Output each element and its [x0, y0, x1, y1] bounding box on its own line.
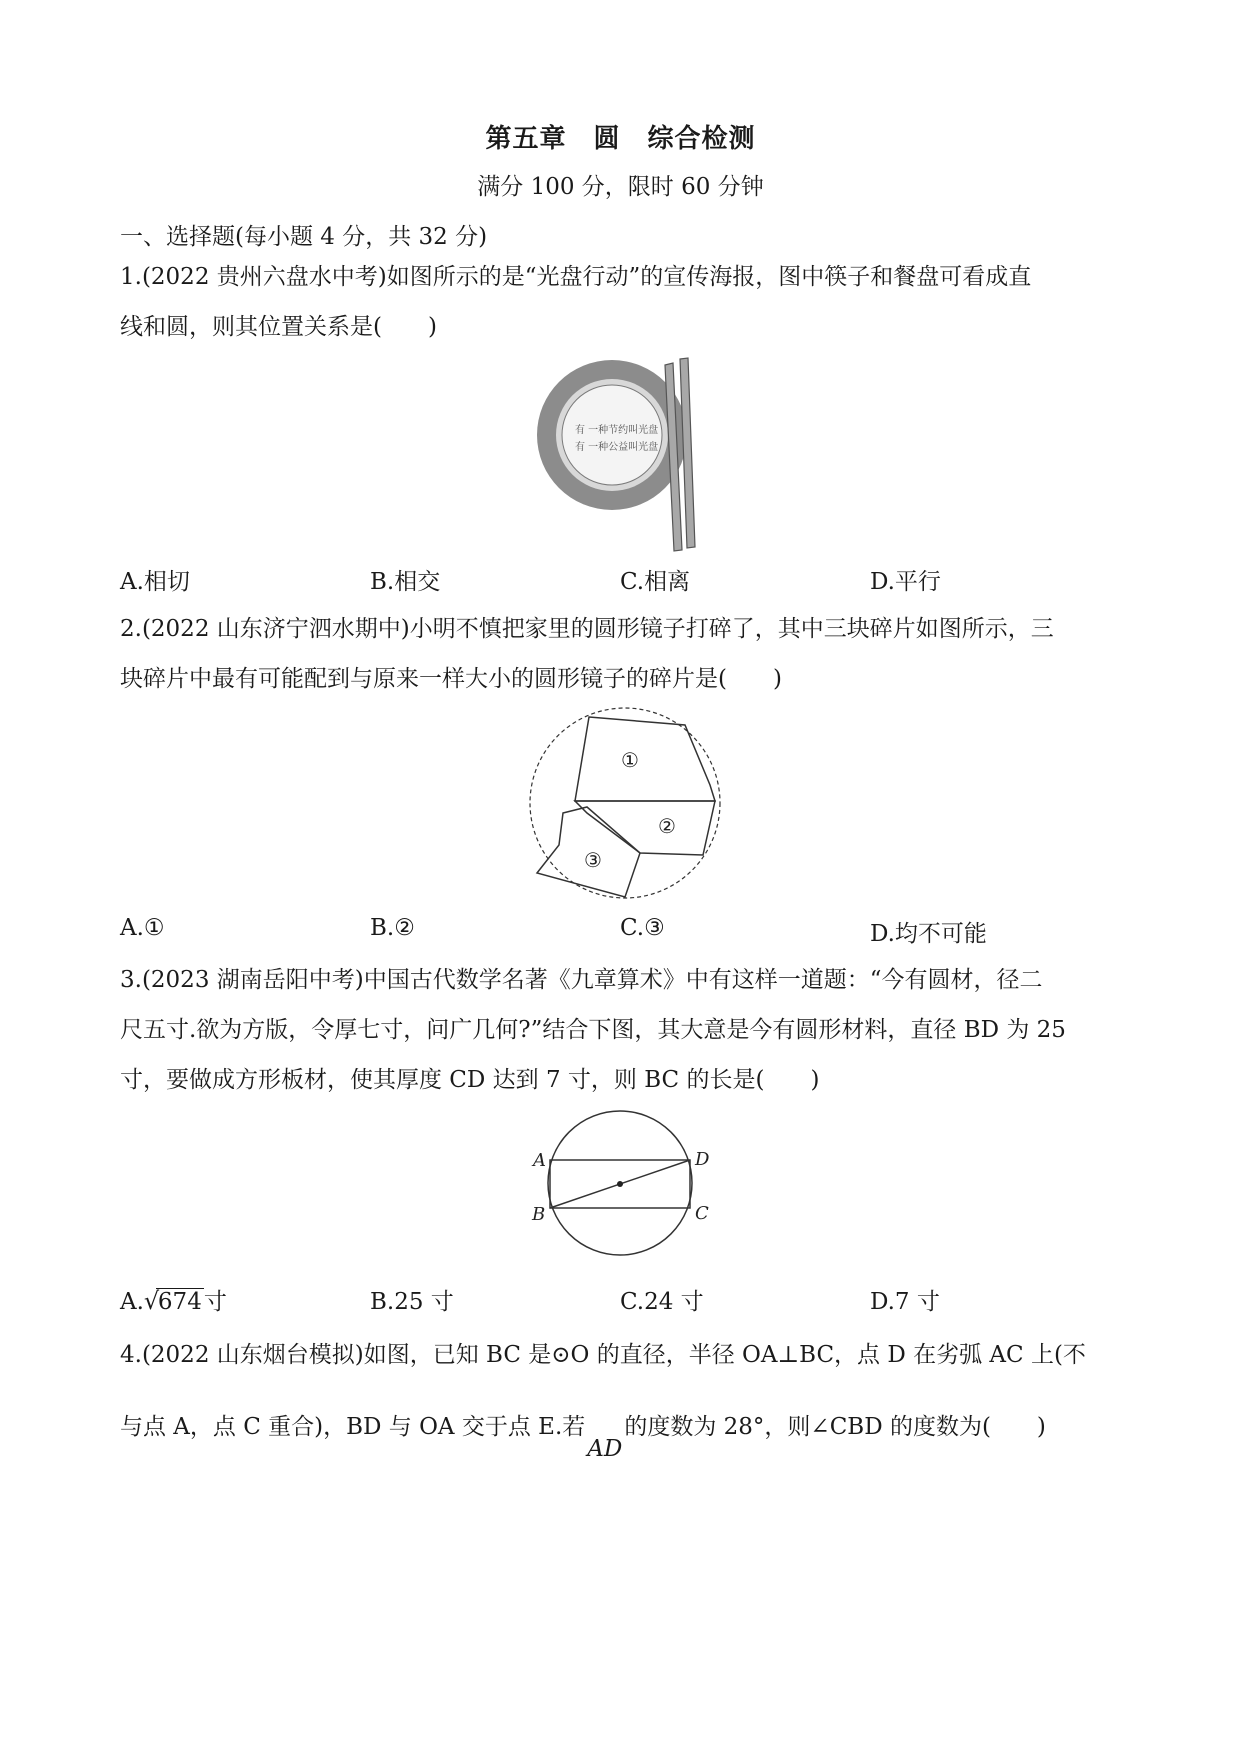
- question-1-options: [120, 563, 1120, 597]
- q3-option-a-prefix: A.: [120, 1289, 144, 1315]
- question-4-line-1: 4.(2022 山东烟台模拟)如图，已知 BC 是⊙O 的直径，半径 OA⊥BC，点 D 在劣弧 AC 上(不: [120, 1342, 1086, 1368]
- fragment-2: [575, 801, 715, 855]
- center-point: [617, 1181, 623, 1187]
- q2-option-b[interactable]: B.②: [370, 915, 415, 941]
- question-4: [120, 1330, 1120, 1474]
- section-heading: 一、选择题(每小题 4 分，共 32 分): [120, 224, 488, 250]
- circle-rectangle-figure: [525, 1108, 715, 1258]
- vertex-b: B: [532, 1204, 546, 1225]
- q1-option-d[interactable]: D.平行: [870, 569, 941, 595]
- q1-option-c[interactable]: C.相离: [620, 569, 691, 595]
- plate-slogan-2: 有 一种公益叫光盘: [575, 442, 659, 453]
- question-3-line-2: 尺五寸.欲为方版，令厚七寸，问广几何?”结合下图，其大意是今有圆形材料，直径 BD 为 25: [120, 1017, 1066, 1043]
- vertex-a: A: [533, 1150, 546, 1171]
- q3-option-a-unit: 寸: [203, 1289, 227, 1315]
- question-1-line-2: 线和圆，则其位置关系是( ): [120, 314, 437, 340]
- question-4-line-2: [120, 1402, 1120, 1474]
- vertex-c: C: [695, 1203, 709, 1224]
- question-4-line-2-end: 的度数为 28°，则∠CBD 的度数为( ): [624, 1414, 1046, 1440]
- q3-option-b[interactable]: B.25 寸: [370, 1289, 454, 1315]
- question-1-line-1: 1.(2022 贵州六盘水中考)如图所示的是“光盘行动”的宣传海报，图中筷子和餐盘可看成直: [120, 264, 1032, 290]
- q3-option-c[interactable]: C.24 寸: [620, 1289, 704, 1315]
- plate-slogan-1: 有 一种节约叫光盘: [575, 425, 659, 436]
- question-3-line-1: 3.(2023 湖南岳阳中考)中国古代数学名著《九章算术》中有这样一道题：“今有圆材，径二: [120, 967, 1043, 993]
- q3-option-a[interactable]: [120, 1283, 227, 1316]
- radical-sign: √: [143, 1287, 160, 1315]
- question-4-line-2-start: 与点 A，点 C 重合)，BD 与 OA 交于点 E.若: [120, 1414, 586, 1440]
- radicand: 674: [157, 1289, 202, 1315]
- q1-option-a[interactable]: A.相切: [120, 569, 190, 595]
- q2-option-a[interactable]: A.①: [120, 915, 165, 941]
- vertex-d: D: [695, 1149, 710, 1170]
- dashed-circle: [530, 708, 720, 898]
- label-2: ②: [658, 814, 676, 838]
- question-3-options: [120, 1283, 1120, 1317]
- question-3-line-3: 寸，要做成方形板材，使其厚度 CD 达到 7 寸，则 BC 的长是( ): [120, 1067, 820, 1093]
- label-1: ①: [621, 748, 639, 772]
- page-title: 第五章 圆 综合检测: [485, 124, 756, 154]
- plate-chopsticks-figure: [535, 355, 715, 555]
- q1-option-b[interactable]: B.相交: [370, 569, 441, 595]
- question-2-line-1: 2.(2022 山东济宁泗水期中)小明不慎把家里的圆形镜子打碎了，其中三块碎片如图所示，三: [120, 616, 1054, 642]
- question-2: [120, 604, 1120, 704]
- arc-ad-label: AD: [587, 1436, 623, 1462]
- q2-option-d[interactable]: D.均不可能: [870, 921, 987, 947]
- question-2-options: [120, 915, 1120, 949]
- question-2-line-2: 块碎片中最有可能配到与原来一样大小的圆形镜子的碎片是( ): [120, 666, 782, 692]
- sqrt-expression: [144, 1289, 204, 1315]
- fragment-1: [575, 717, 715, 801]
- label-3: ③: [584, 848, 602, 872]
- question-1: [120, 252, 1120, 352]
- q2-option-c[interactable]: C.③: [620, 915, 665, 941]
- mirror-fragments-figure: [525, 705, 725, 905]
- q3-option-d[interactable]: D.7 寸: [870, 1289, 940, 1315]
- page-subtitle: 满分 100 分，限时 60 分钟: [477, 174, 764, 200]
- question-3: [120, 955, 1120, 1105]
